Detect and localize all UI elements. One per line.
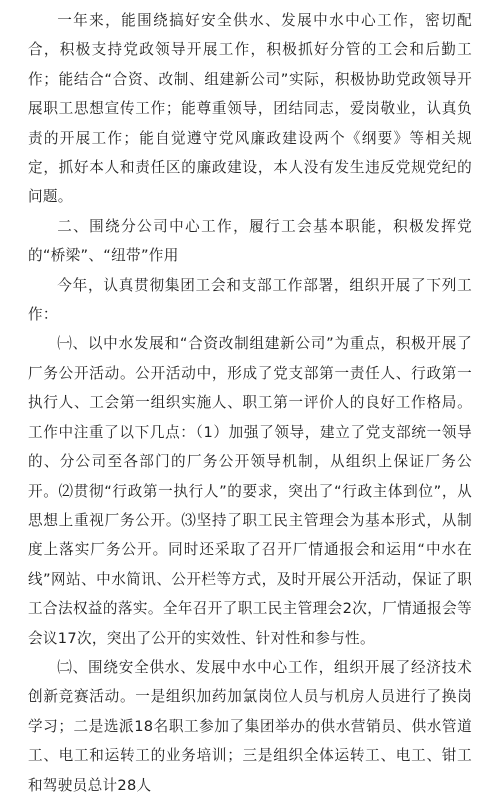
paragraph-item-1-factory-affairs: ㈠、以中水发展和“合资改制组建新公司”为重点，积极开展了厂务公开活动。公开活动中，形成了党支部第一责任人、行政第一执行人、工会第一组织实施人、职工第一评价人的良好工作格局。工作中注重了以下几点：（1）加强了领导，建立了党支部统一领导的、分公司至各部门的厂务公开领导机制，从组织上保证厂务公开。⑵贯彻“行政第一执行人”的要求，突出了“行政主体到位”，从思想上重视厂务公开。⑶坚持了职工民主管理会为基本形式，从制度上落实厂务公开。同时还采取了召开厂情通报会和运用“中水在线”网站、中水简讯、公开栏等方式，及时开展公开活动，保证了职工合法权益的落实。全年召开了职工民主管理会2次，厂情通报会等会议17次，突出了公开的实效性、针对性和参与性。	[28, 335, 472, 647]
paragraph-item-2-competition: ㈡、围绕安全供水、发展中水中心工作，组织开展了经济技术创新竞赛活动。一是组织加药加氯岗位人员与机房人员进行了换岗学习；二是选派18名职工参加了集团举办的供水营销员、供水管道工、电工和运转工的业务培训；三是组织全体运转工、电工、钳工和驾驶员总计28人	[28, 658, 472, 794]
section-heading-union-work: 二、围绕分公司中心工作，履行工会基本职能，积极发挥党的“桥梁”、“纽带”作用	[28, 217, 472, 265]
paragraph-intro: 今年，认真贯彻集团工会和支部工作部署，组织开展了下列工作：	[28, 276, 472, 324]
paragraph-summary: 一年来，能围绕搞好安全供水、发展中水中心工作，密切配合，积极支持党政领导开展工作，积极抓好分管的工会和后勤工作；能结合“合资、改制、组建新公司”实际，积极协助党政领导开展职工思想宣传工作；能尊重领导，团结同志，爱岗敬业，认真负责的开展工作；能自觉遵守党风廉政建设两个《纲要》等相关规定，抓好本人和责任区的廉政建设，本人没有发生违反党规党纪的问题。	[28, 12, 472, 206]
